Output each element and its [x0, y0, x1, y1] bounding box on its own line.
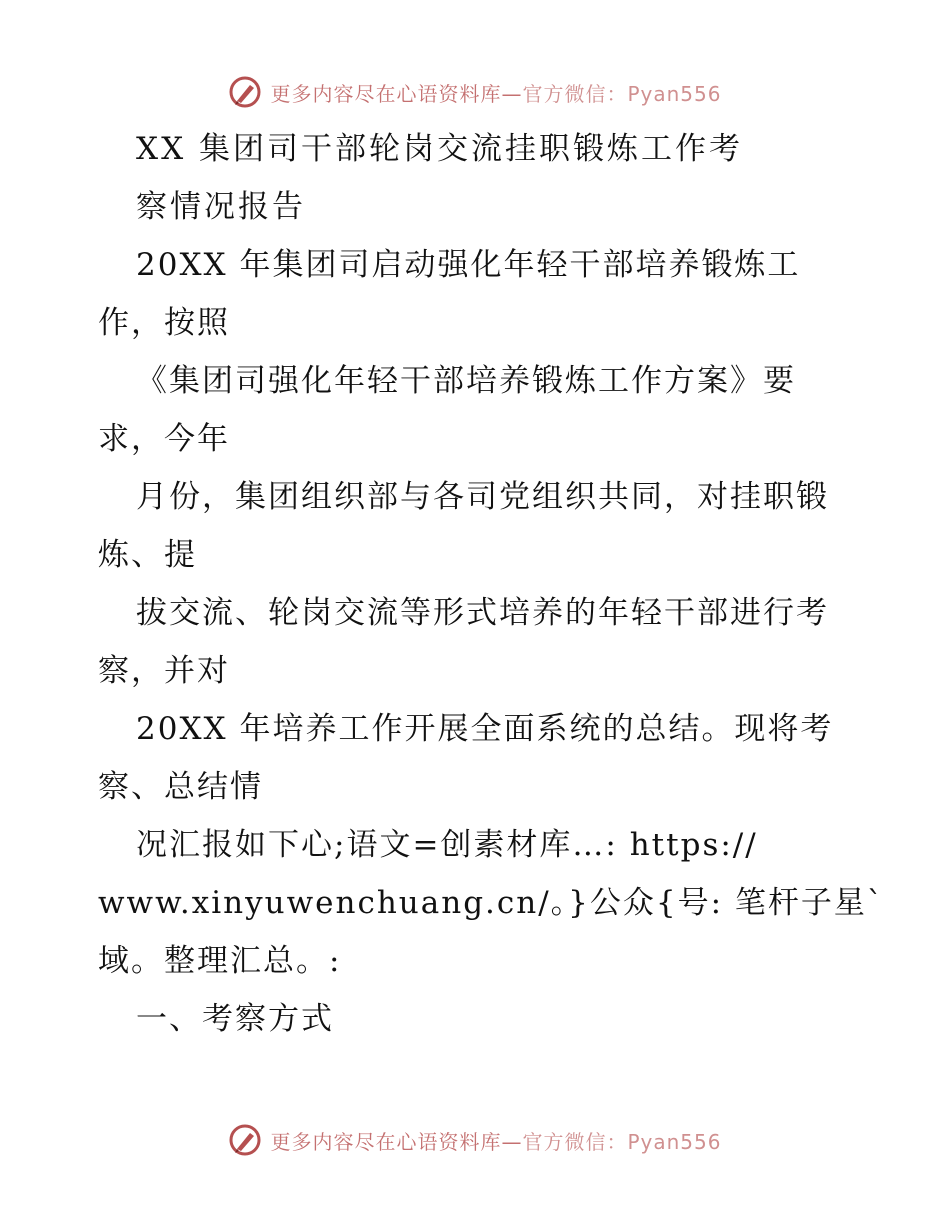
doc-line: 20XX 年培养工作开展全面系统的总结。现将考 — [136, 711, 834, 747]
watermark-text: 更多内容尽在心语资料库—官方微信：Pyan556 — [270, 1129, 722, 1154]
doc-line: 况汇报如下心;语文=创素材库…: https:// — [136, 827, 758, 863]
footer-watermark — [0, 1118, 950, 1162]
doc-line: 察，并对 — [98, 653, 230, 689]
doc-title-line-1: XX 集团司干部轮岗交流挂职锻炼工作考 — [136, 131, 743, 167]
doc-line: 月份，集团组织部与各司党组织共同，对挂职锻 — [136, 479, 829, 515]
watermark-text: 更多内容尽在心语资料库—官方微信：Pyan556 — [270, 81, 722, 106]
section-heading: 一、考察方式 — [136, 1001, 334, 1037]
doc-line: 《集团司强化年轻干部培养锻炼工作方案》要 — [136, 363, 796, 399]
pen-logo-icon — [228, 1123, 262, 1157]
document-body — [98, 120, 885, 1048]
doc-line: 炼、提 — [98, 537, 197, 573]
doc-line: 20XX 年集团司启动强化年轻干部培养锻炼工 — [136, 247, 801, 283]
doc-line: 察、总结情 — [98, 769, 263, 805]
header-watermark — [0, 70, 950, 114]
doc-line: 作，按照 — [98, 305, 230, 341]
doc-title-line-2: 察情况报告 — [136, 189, 306, 225]
pen-logo-icon — [228, 75, 262, 109]
doc-line: 拔交流、轮岗交流等形式培养的年轻干部进行考 — [136, 595, 829, 631]
doc-link-line: www.xinyuwenchuang.cn/。}公众{号: 笔杆子星` — [98, 885, 885, 921]
doc-line: 求，今年 — [98, 421, 230, 457]
doc-line: 域。整理汇总。: — [98, 943, 342, 979]
